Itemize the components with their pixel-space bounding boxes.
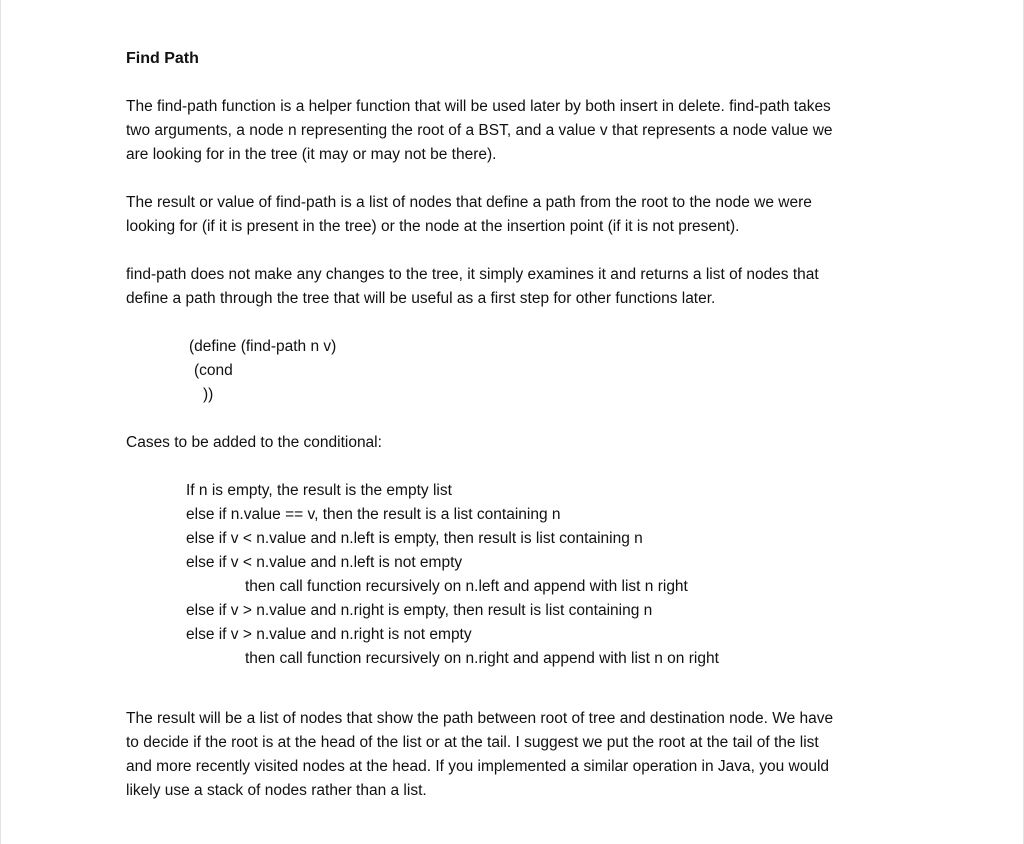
paragraph-line: The find-path function is a helper function that will be used later by both insert in delete. find-path takes	[126, 98, 831, 115]
case-line: else if v < n.value and n.left is not empty	[186, 554, 463, 571]
code-line: (cond	[194, 362, 233, 379]
paragraph-line: The result will be a list of nodes that show the path between root of tree and destination node. We have	[126, 710, 834, 727]
code-line: ))	[203, 386, 214, 403]
paragraph-line: to decide if the root is at the head of the list or at the tail. I suggest we put the root at the tail of the list	[126, 734, 819, 751]
case-line: else if n.value == v, then the result is a list containing n	[186, 506, 561, 523]
paragraph-line: define a path through the tree that will be useful as a first step for other functions later.	[126, 290, 716, 307]
case-line: else if v > n.value and n.right is not empty	[186, 626, 472, 643]
paragraph-line: The result or value of find-path is a list of nodes that define a path from the root to the node we were	[126, 194, 812, 211]
code-line: (define (find-path n v)	[189, 338, 337, 355]
paragraph-line: looking for (if it is present in the tree) or the node at the insertion point (if it is not present).	[126, 218, 740, 235]
case-line: then call function recursively on n.right and append with list n on right	[245, 650, 719, 667]
paragraph-line: and more recently visited nodes at the head. If you implemented a similar operation in Java, you would	[126, 758, 830, 775]
case-line: then call function recursively on n.left and append with list n right	[245, 578, 688, 595]
case-line: else if v > n.value and n.right is empty, then result is list containing n	[186, 602, 653, 619]
section-title: Find Path	[126, 50, 199, 67]
case-line: If n is empty, the result is the empty list	[186, 482, 452, 499]
case-line: else if v < n.value and n.left is empty, then result is list containing n	[186, 530, 643, 547]
cases-heading: Cases to be added to the conditional:	[126, 434, 382, 451]
paragraph-line: likely use a stack of nodes rather than a list.	[126, 782, 427, 799]
paragraph-line: find-path does not make any changes to the tree, it simply examines it and returns a list of nodes that	[126, 266, 819, 283]
paragraph-line: are looking for in the tree (it may or may not be there).	[126, 146, 497, 163]
paragraph-line: two arguments, a node n representing the root of a BST, and a value v that represents a node value we	[126, 122, 833, 139]
